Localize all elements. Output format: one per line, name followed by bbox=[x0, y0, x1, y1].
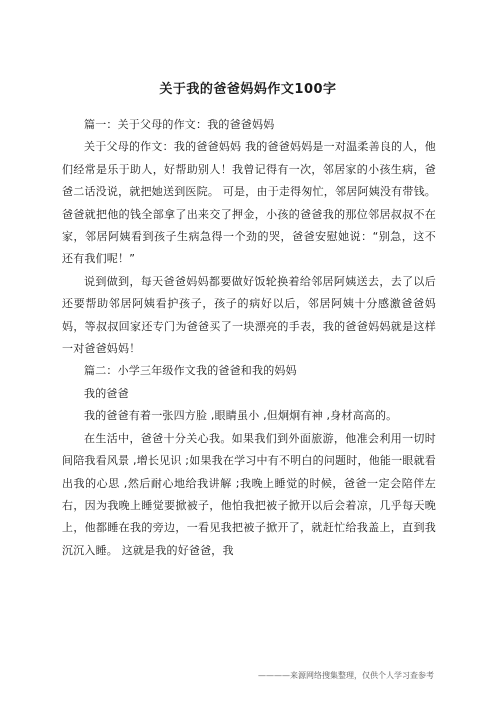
body-paragraph: 我的爸爸有着一张四方脸 ,眼睛虽小 ,但炯炯有神 ,身材高高的。 bbox=[84, 409, 398, 423]
document-body bbox=[62, 114, 436, 562]
body-paragraph: 说到做到，每天爸爸妈妈都要做好饭轮换着给邻居阿姨送去，去了以后还要帮助邻居阿姨看护孩子，孩子的病好以后，邻居阿姨十分感激爸爸妈妈，等叔叔回家还专门为爸爸买了一块漂亮的手表，我的爸爸妈妈就是这样一对爸爸妈妈！ bbox=[62, 274, 436, 356]
section-heading-1: 篇一：关于父母的作文：我的爸爸妈妈 bbox=[84, 118, 275, 131]
source-footer: ————来源网络搜集整理，仅供个人学习查参考 bbox=[258, 671, 434, 680]
body-paragraph: 在生活中，爸爸十分关心我。如果我们到外面旅游，他准会利用一切时间陪我看风景 ,增长见识 ;如果我在学习中有不明白的问题时，他能一眼就看出我的心思 ,然后耐心地给我讲解 ;我晚上睡觉的时候，爸爸一定会陪伴左右，因为我晚上睡觉要掀被子，他怕我把被子掀开以后会着凉，几乎每天晚上，他都睡在我的旁边，一看见我把被子掀开了，就赶忙给我盖上，直到我沉沉入睡。 这就是我的好爸爸，我 bbox=[62, 431, 436, 557]
body-paragraph: 关于父母的作文：我的爸爸妈妈 我的爸爸妈妈是一对温柔善良的人，他们经常是乐于助人，好帮助别人！我曾记得有一次，邻居家的小孩生病，爸爸二话没说，就把她送到医院。 可是，由于走得匆忙，邻居阿姨没有带钱。爸爸就把他的钱全部拿了出来交了押金，小孩的爸爸我的那位邻居叔叔不在家，邻居阿姨看到孩子生病急得一个劲的哭，爸爸安慰她说：“别急，这不还有我们呢！” bbox=[62, 140, 436, 266]
sub-heading: 我的爸爸 bbox=[84, 386, 129, 400]
document-title: 关于我的爸爸妈妈作文100字 bbox=[159, 82, 337, 97]
section-heading-2: 篇二：小学三年级作文我的爸爸和我的妈妈 bbox=[84, 364, 297, 378]
